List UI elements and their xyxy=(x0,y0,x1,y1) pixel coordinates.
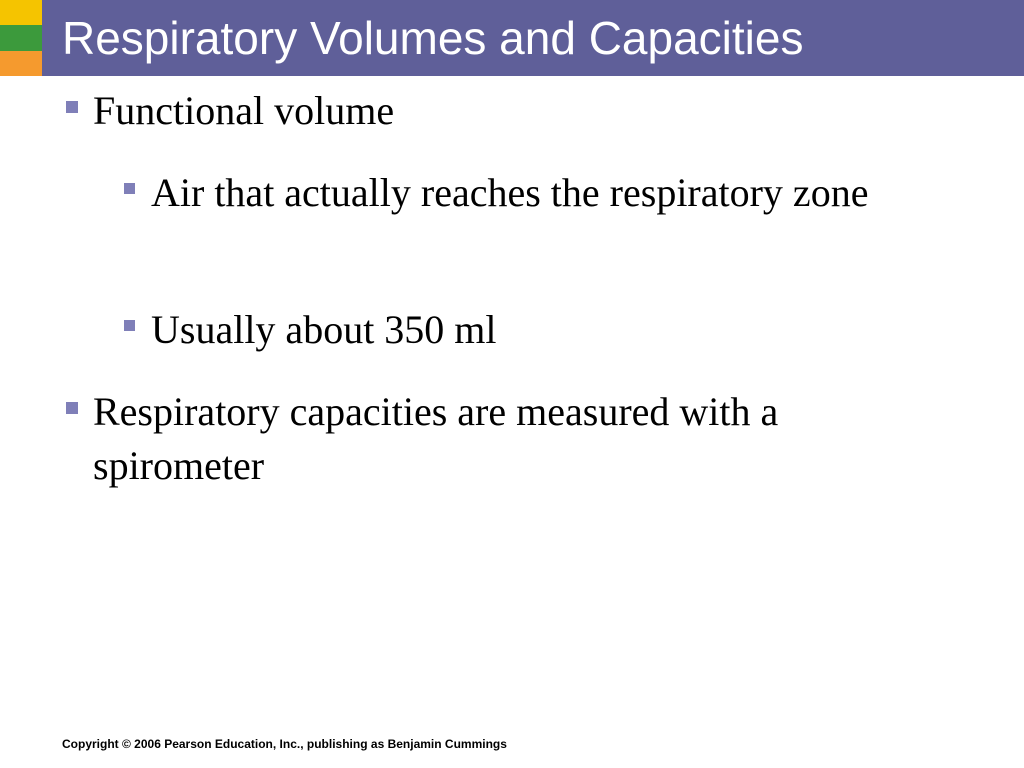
bullet-text: Functional volume xyxy=(93,88,395,133)
bullet-text: Usually about 350 ml xyxy=(151,307,497,352)
accent-green-block xyxy=(0,25,42,51)
slide-title: Respiratory Volumes and Capacities xyxy=(62,12,804,64)
square-bullet-icon xyxy=(66,101,78,113)
sub-bullet-air-reaches-zone xyxy=(151,166,901,220)
square-bullet-icon xyxy=(124,320,135,331)
accent-orange-block xyxy=(0,51,42,76)
bullet-respiratory-capacities xyxy=(93,385,913,493)
accent-yellow-block xyxy=(0,0,42,25)
bullet-text: Respiratory capacities are measured with a spirometer xyxy=(93,389,779,488)
copyright-footer: Copyright © 2006 Pearson Education, Inc., publishing as Benjamin Cummings xyxy=(62,737,507,751)
square-bullet-icon xyxy=(124,183,135,194)
bullet-functional-volume xyxy=(93,84,913,138)
accent-strip xyxy=(0,0,42,76)
bullet-text: Air that actually reaches the respiratory zone xyxy=(151,170,869,215)
sub-bullet-350-ml xyxy=(151,303,901,357)
title-bar xyxy=(42,0,1024,76)
square-bullet-icon xyxy=(66,402,78,414)
